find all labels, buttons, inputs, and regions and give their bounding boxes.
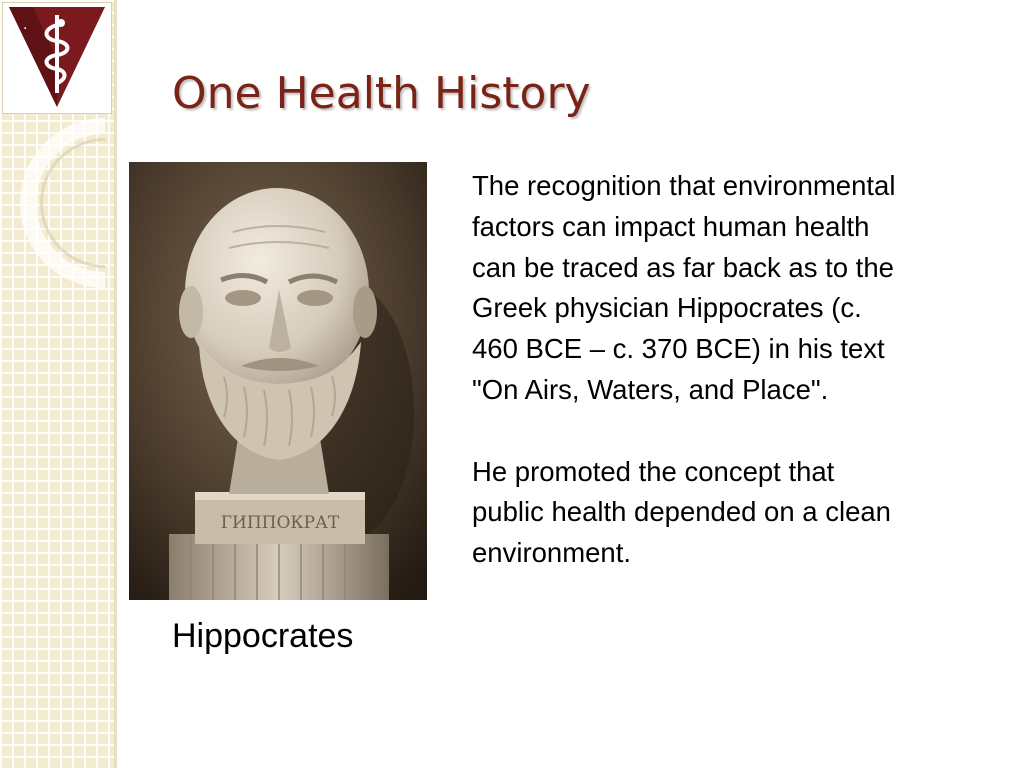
- svg-text:·: ·: [23, 21, 28, 37]
- hippocrates-bust-photo: [129, 162, 427, 600]
- photo-caption: Hippocrates: [172, 617, 354, 655]
- side-decorative-strip: [0, 0, 114, 768]
- paragraph-1: The recognition that environmental factors can impact human health can be traced as far back as to the Greek physician Hippocrates (c. 460 BCE – c. 370 BCE) in his text "On Airs, Waters, and Place".: [472, 170, 896, 405]
- logo: [2, 2, 112, 114]
- bust-inscription: ГИППОКРАТ: [220, 513, 340, 533]
- strip-edge-divider: [114, 0, 117, 768]
- body-text: [472, 166, 1012, 574]
- slide-title: One Health History: [172, 68, 591, 119]
- paragraph-2: He promoted the concept that public health depended on a clean environment.: [472, 455, 891, 569]
- caduceus-icon: [3, 3, 111, 113]
